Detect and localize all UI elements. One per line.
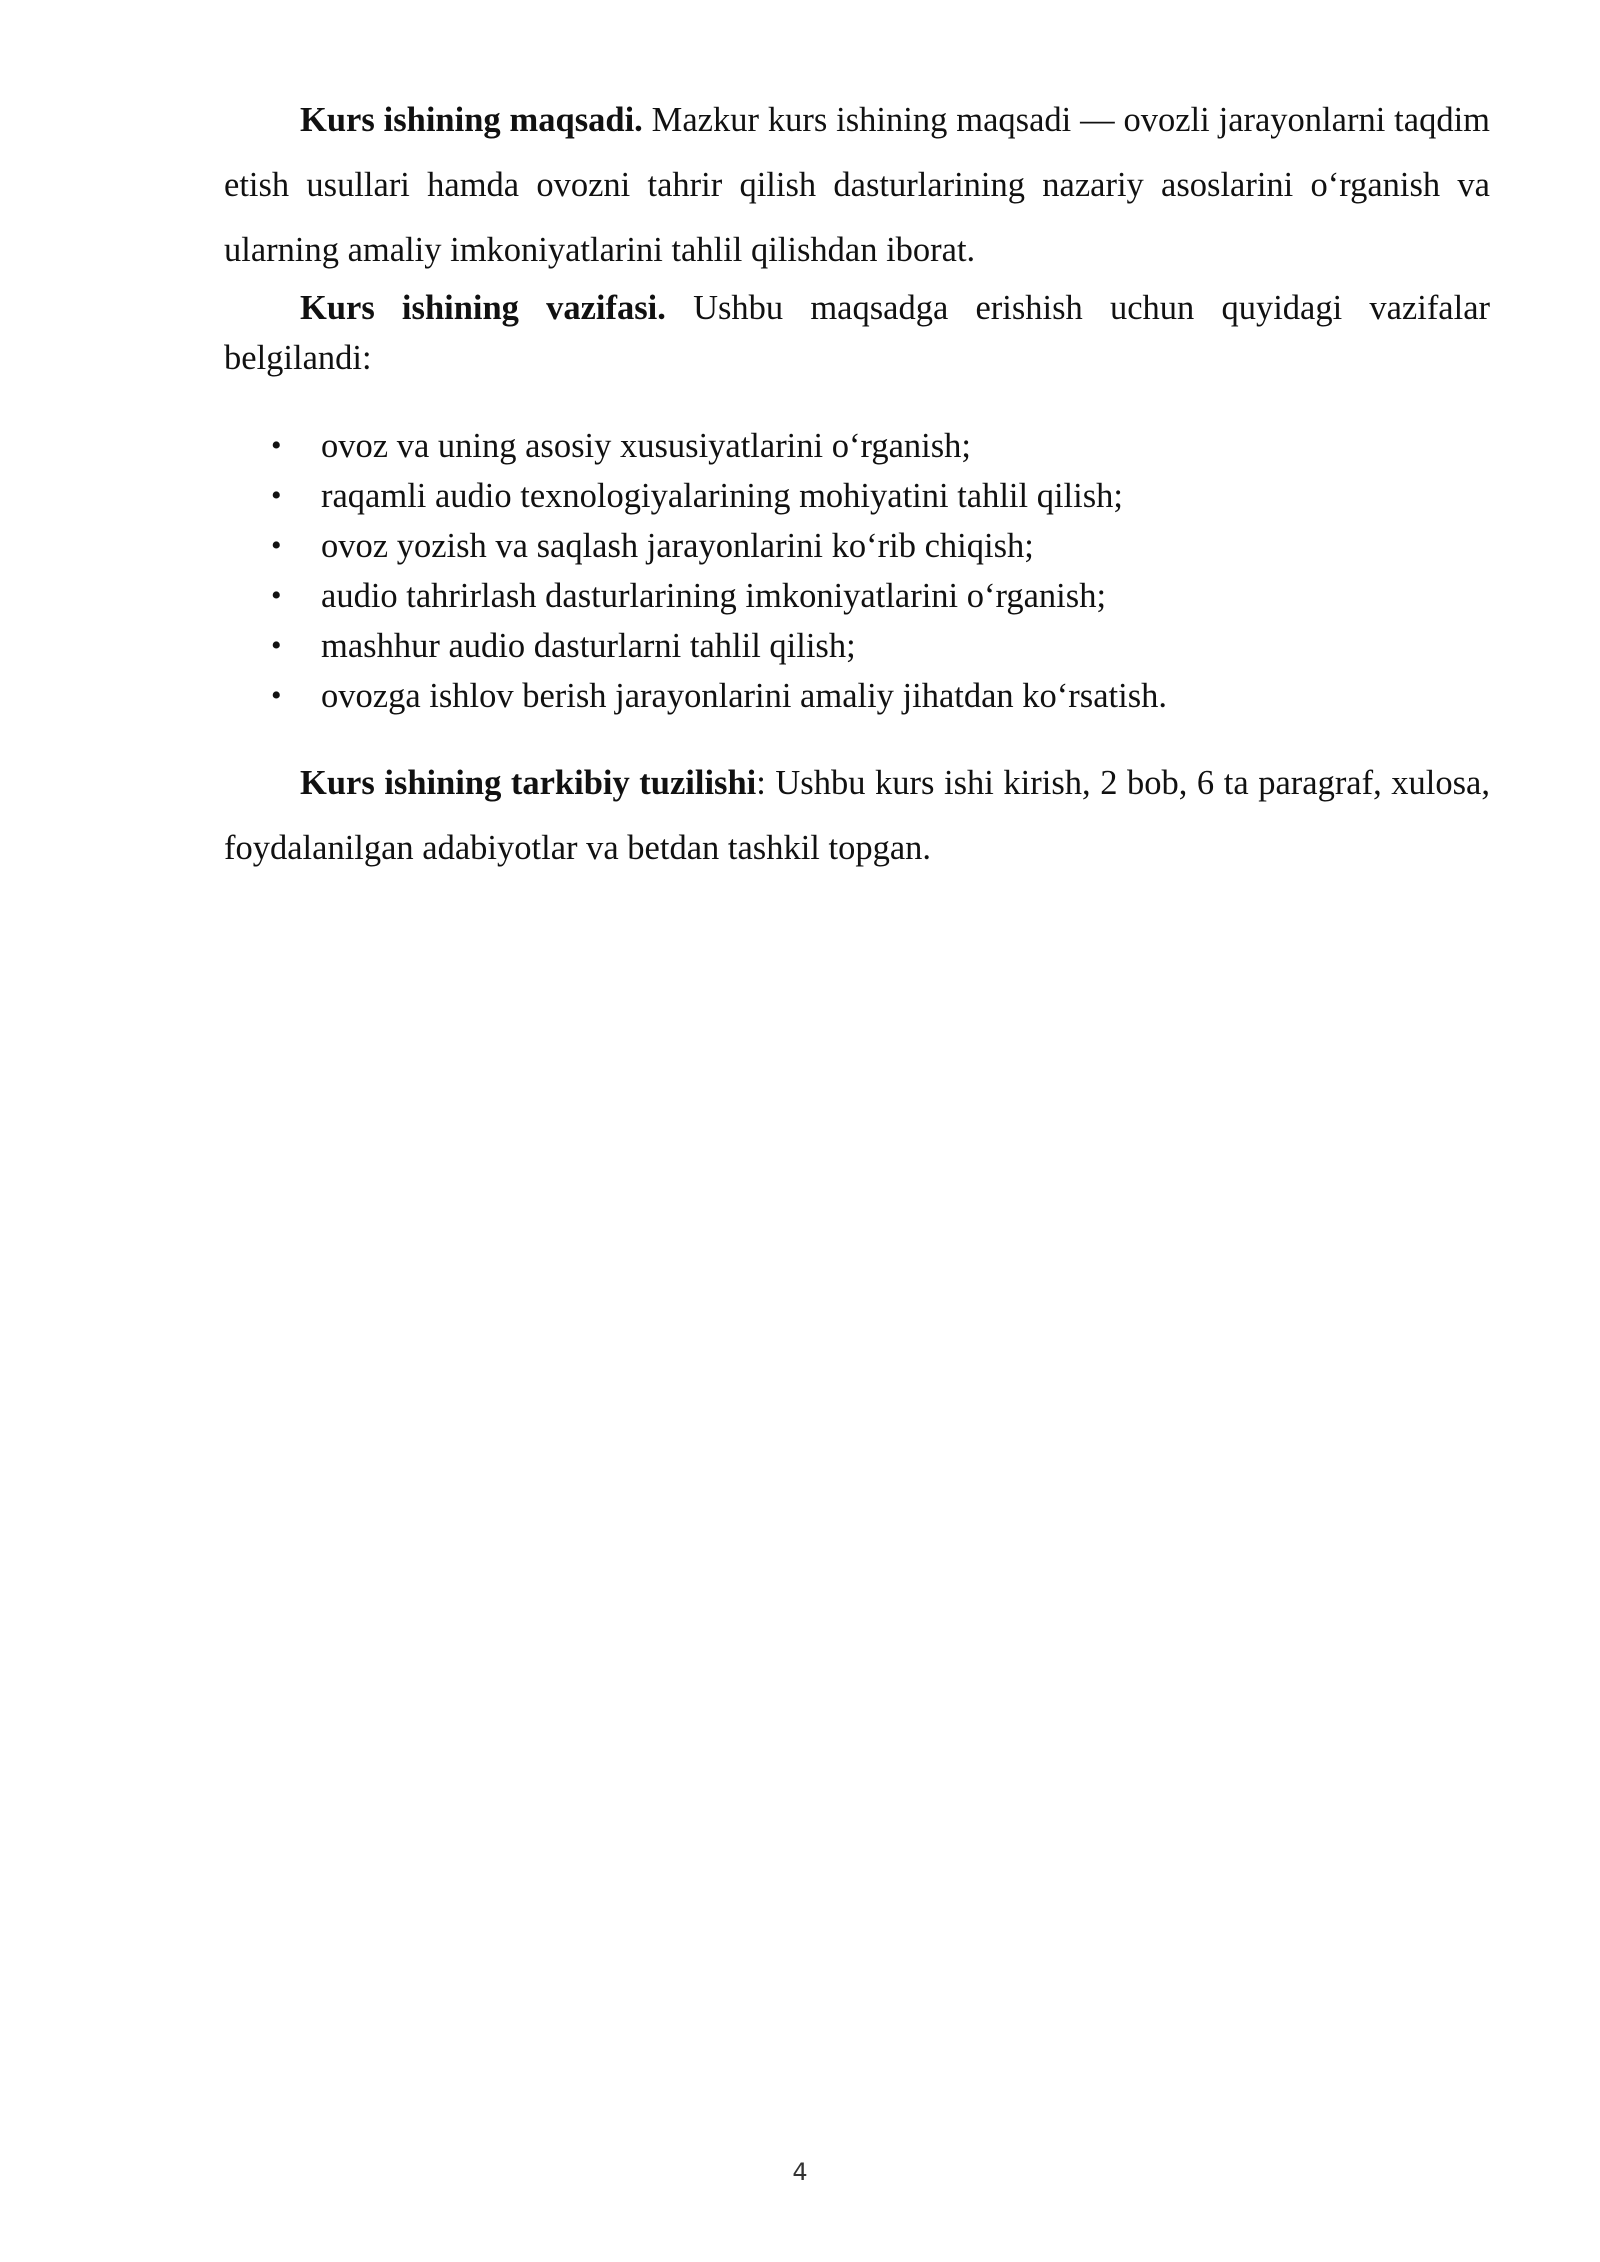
list-item-text: ovoz yozish va saqlash jarayonlarini ko‘rib chiqish; (321, 527, 1034, 565)
bullet-icon: • (271, 629, 282, 662)
tasks-text: Ushbu maqsadga erishish uchun quyidagi vazifalar belgilandi: (224, 289, 1491, 377)
structure-text: : Ushbu kurs ishi kirish, 2 bob, 6 ta paragraf, xulosa, foydalanilgan adabiyotlar va betdan tashkil topgan. (224, 764, 1490, 867)
tasks-list (224, 421, 1490, 721)
bullet-icon: • (271, 529, 282, 562)
structure-heading: Kurs ishining tarkibiy tuzilishi (300, 764, 757, 802)
list-item (224, 621, 1490, 671)
page-content (224, 88, 1490, 881)
goal-text: Mazkur kurs ishining maqsadi — ovozli jarayonlarni taqdim etish usullari hamda ovozni tahrir qilish dasturlarining nazariy asoslarini o‘rganish va ularning amaliy imkoniyatlarini tahlil qilishdan iborat. (224, 101, 1490, 269)
list-item-text: raqamli audio texnologiyalarining mohiyatini tahlil qilish; (321, 477, 1123, 515)
bullet-icon: • (271, 479, 282, 512)
structure-paragraph (224, 751, 1490, 881)
bullet-icon: • (271, 679, 282, 712)
list-item (224, 421, 1490, 471)
tasks-paragraph (224, 283, 1490, 383)
goal-heading: Kurs ishining maqsadi. (300, 101, 643, 139)
bullet-icon: • (271, 429, 282, 462)
goal-paragraph (224, 88, 1490, 283)
list-item-text: ovoz va uning asosiy xususiyatlarini o‘rganish; (321, 427, 971, 465)
page-number: 4 (792, 2158, 808, 2186)
tasks-heading: Kurs ishining vazifasi. (300, 289, 666, 327)
list-item (224, 671, 1490, 721)
list-item (224, 571, 1490, 621)
list-item (224, 521, 1490, 571)
list-item (224, 471, 1490, 521)
bullet-icon: • (271, 579, 282, 612)
list-item-text: ovozga ishlov berish jarayonlarini amaliy jihatdan ko‘rsatish. (321, 677, 1167, 715)
list-item-text: audio tahrirlash dasturlarining imkoniyatlarini o‘rganish; (321, 577, 1107, 615)
list-item-text: mashhur audio dasturlarni tahlil qilish; (321, 627, 856, 665)
